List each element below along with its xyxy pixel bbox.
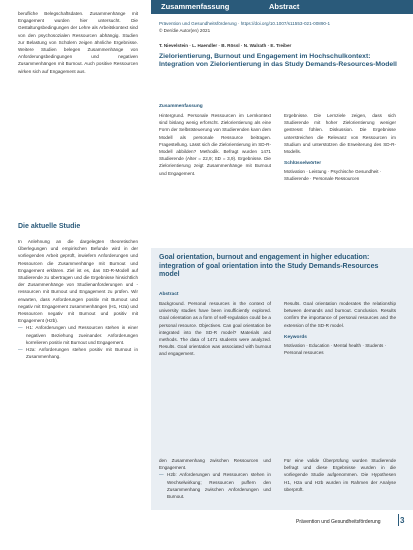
keywords-label: Schlüsselwörter (284, 161, 322, 167)
intro-text: berufliche Belegschaftsdaten. Zusammenhänge mit Engagement wurden hier untersucht. Die Gestaltungsbedingungen der Lehre als Arbeitskontext sind von den psychosozialen Ressourcen abhängig. Studien zur Belastung von Schülern zeigen ähnliche Ergebnisse. Weitere Studien belegen Zusammenhänge von Anforderungsbedingungen und negativen Zusammenhängen mit Burnout. Auch positive Ressourcen wirken sich auf Engagement aus. (18, 11, 138, 74)
english-abstract-text: Results. Goal orientation moderates the relationship between demands and burnout. Conclusion. Results confirm the importance of personal resources and the extension of the SD-R model. (284, 301, 396, 328)
article-meta (159, 20, 399, 69)
german-abstract-text: Ergebnisse. Die Lernziele zeigen, dass sich Studierende mit hoher Zielorientierung weniger gestresst fühlen. Diskussion. Die Ergebnisse unterstreichen die Relevanz von Ressourcen im Studium und unterstützen die Erweiterung des SD-R-Modells. (284, 113, 396, 155)
german-abstract-col1 (159, 104, 271, 177)
copyright: © Der/die Autor(en) 2021 (159, 28, 211, 34)
header-title: Zusammenfassung (161, 2, 230, 11)
german-subhead: Zusammenfassung (159, 104, 203, 109)
left-column-intro (18, 10, 138, 75)
hypothesis-bullet: — H2b: Anforderungen und Ressourcen stehen in Wechselwirkung; Ressourcen puffern den Zusammenhang zwischen Anforderungen und Burnout. (159, 471, 271, 500)
english-keywords-label: Keywords (284, 334, 307, 340)
section-title: Die aktuelle Studie (18, 223, 81, 230)
footer-divider (398, 514, 399, 526)
german-title: Zielorientierung, Burnout und Engagement im Hochschulkontext: Integration von Zielorientierung in das Study Demands-Resources-Modell (159, 52, 397, 69)
bottom-right-column (284, 457, 396, 493)
page-number: 3 (400, 516, 405, 525)
header-abstract-label: Abstract (269, 2, 300, 11)
study-text: In Anlehnung an die dargelegten theoretischen Überlegungen und empirischen Befunde wird in der vorliegenden Arbeit geprüft, inwiefern Anforderungen und Ressourcen die Zusammenhänge mit Burnout und Engagement erklären. Ziel ist es, das SD-R-Modell auf Studierende zu übertragen und die Ergebnisse hinsichtlich der Zusammenhänge von Studienanforderungen und -ressourcen mit Burnout und Engagement zu prüfen. Wir erwarten, dass Anforderungen positiv mit Burnout und negativ mit Engagement zusammenhängen (H1, H2a) und Ressourcen negativ mit Burnout und positiv mit Engagement (H2b). (18, 239, 138, 324)
english-abstract-text: Background. Personal resources in the context of university studies have been insufficiently explored. Goal orientation as a form of self-regulation could be a personal resource. Objectives. Can goal orientation be integrated into the SD-R model? Materials and methods. The data of 1471 students were analyzed. Results. Goal orientation was associated with burnout and engagement. (159, 301, 271, 357)
keywords: Motivation · Leistung · Psychische Gesundheit · Studierende · Personale Ressourcen (284, 169, 382, 182)
header-bar (151, 0, 413, 14)
authors: T. Nievelstein · L. Haendler · B. Rössl · N. Walrath · E. Treiber (159, 43, 292, 49)
left-column-study (18, 223, 138, 360)
english-abstract-label: Abstract (159, 292, 179, 297)
footer-journal: Prävention und Gesundheitsförderung (296, 519, 381, 525)
english-keywords: Motivation · Education · Mental health · Students · Personal resources (284, 342, 387, 356)
journal-line: Prävention und Gesundheitsförderung · https://doi.org/10.1007/s11553-021-00890-1 (159, 21, 331, 26)
body-text: den Zusammenhang zwischen Ressourcen und Engagement. (159, 458, 271, 471)
doi-link[interactable]: https://doi.org/10.1007/s11553-021-00890-1 (240, 21, 331, 26)
body-text: Für eine valide Überprüfung wurden Studierende befragt und diese Ergebnisse wurden in die vorliegende Studie aufgenommen. Die Hypothesen H1, H2a und H2b wurden im Rahmen der Analyse überprüft. (284, 458, 396, 492)
german-abstract-text: Hintergrund. Personale Ressourcen im Lernkontext sind bislang wenig erforscht. Zielorientierung als eine Form der Selbststeuerung von Studierenden kann dem Modell als personale Ressource beitragen. Fragestellung. Lässt sich die Zielorientierung im SD-R-Modell abbilden? Methodik. Befragt wurden 1471 Studierende (Alter = 22,9; SD = 3,9). Ergebnisse. Die Zielorientierung zeigt Zusammenhänge mit Burnout und Engagement. (159, 113, 271, 176)
english-title: Goal orientation, burnout and engagement in higher education: integration of goal orientation into the Study Demands-Resources model (159, 254, 379, 279)
bottom-mid-column (159, 457, 271, 500)
hypothesis-bullet: — H2a: Anforderungen stehen positiv mit Burnout in Zusammenhang. (18, 346, 138, 360)
german-abstract-col2 (284, 112, 396, 183)
hypothesis-bullet: — H1: Anforderungen und Ressourcen stehen in einer negativen Beziehung zueinander. Anforderungen korrelieren positiv mit Burnout und Engagement. (18, 324, 138, 346)
